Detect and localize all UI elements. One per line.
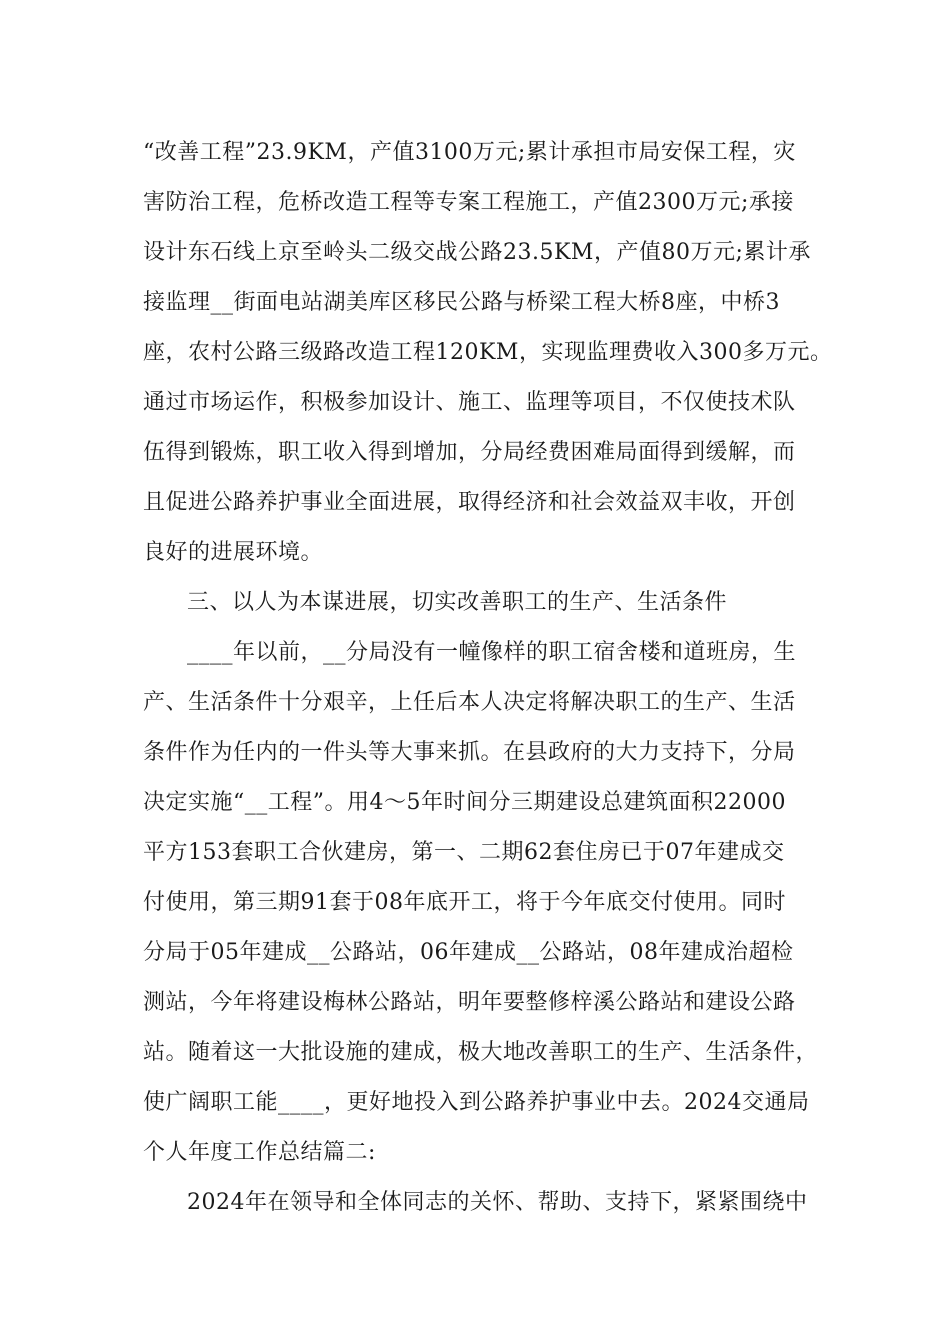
text-line: 且促进公路养护事业全面进展，取得经济和社会效益双丰收，开创 bbox=[143, 490, 796, 515]
text-line: 通过市场运作，积极参加设计、施工、监理等项目，不仅使技术队 bbox=[143, 390, 796, 415]
text-line: 条件作为任内的一件头等大事来抓。在县政府的大力支持下，分局 bbox=[143, 740, 796, 765]
text-line: 伍得到锻炼，职工收入得到增加，分局经费困难局面得到缓解，而 bbox=[143, 440, 796, 465]
text-line: 付使用，第三期91套于08年底开工，将于今年底交付使用。同时 bbox=[143, 890, 786, 915]
text-line: 良好的进展环境。 bbox=[143, 540, 324, 565]
text-line: 决定实施“__工程”。用4～5年时间分三期建设总建筑面积22000 bbox=[143, 790, 786, 815]
text-line: 产、生活条件十分艰辛，上任后本人决定将解决职工的生产、生活 bbox=[143, 690, 796, 715]
text-line: ____年以前，__分局没有一幢像样的职工宿舍楼和道班房，生 bbox=[187, 640, 797, 665]
text-line: 害防治工程，危桥改造工程等专案工程施工，产值2300万元;承接 bbox=[143, 190, 794, 215]
text-line: “改善工程”23.9KM，产值3100万元;累计承担市局安保工程，灾 bbox=[143, 140, 796, 165]
section-heading-three bbox=[143, 578, 808, 628]
text-line: 站。随着这一大批设施的建成，极大地改善职工的生产、生活条件， bbox=[143, 1040, 819, 1065]
text-line: 分局于05年建成__公路站，06年建成__公路站，08年建成治超检 bbox=[143, 940, 794, 965]
document-body bbox=[143, 128, 833, 1228]
text-line: 接监理__街面电站湖美库区移民公路与桥梁工程大桥8座，中桥3 bbox=[143, 290, 780, 315]
text-line: 使广阔职工能____，更好地投入到公路养护事业中去。2024交通局 bbox=[143, 1090, 810, 1115]
text-line: 测站，今年将建设梅林公路站，明年要整修梓溪公路站和建设公路 bbox=[143, 990, 796, 1015]
paragraph-2024-summary bbox=[143, 1178, 808, 1228]
text-line: 设计东石线上京至岭头二级交战公路23.5KM，产值80万元;累计承 bbox=[143, 240, 811, 265]
text-line: 座，农村公路三级路改造工程120KM，实现监理费收入300多万元。 bbox=[143, 340, 833, 365]
paragraph-project-output bbox=[143, 128, 833, 578]
text-line: 平方153套职工合伙建房，第一、二期62套住房已于07年建成交 bbox=[143, 840, 785, 865]
section-heading: 三、以人为本谋进展，切实改善职工的生产、生活条件 bbox=[187, 590, 728, 615]
text-line: 2024年在领导和全体同志的关怀、帮助、支持下，紧紧围绕中 bbox=[187, 1190, 808, 1215]
paragraph-staff-housing bbox=[143, 628, 819, 1178]
text-line: 个人年度工作总结篇二: bbox=[143, 1140, 376, 1165]
